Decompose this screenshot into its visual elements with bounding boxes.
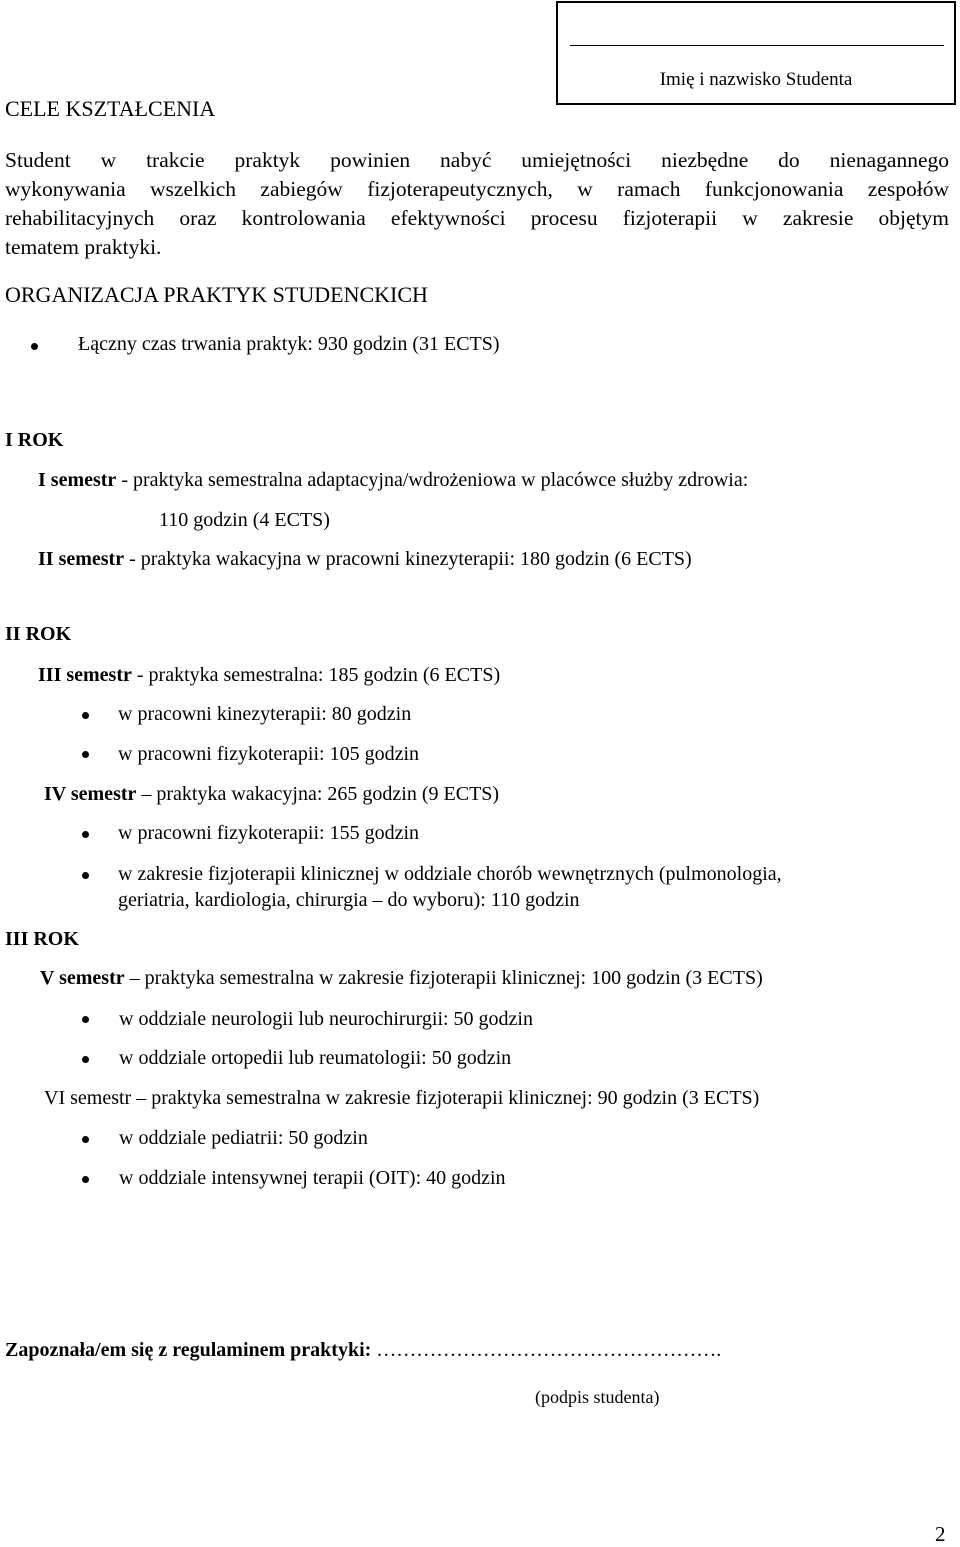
bullet-icon <box>82 872 89 879</box>
page-title: CELE KSZTAŁCENIA <box>5 96 216 121</box>
bullet-icon <box>31 343 38 350</box>
semester-2-row <box>38 548 692 571</box>
list-item: w pracowni fizykoterapii: 105 godzin <box>118 743 420 765</box>
bullet-icon <box>82 1016 89 1023</box>
student-name-line <box>570 45 944 46</box>
semester-1-hours: 110 godzin (4 ECTS) <box>159 509 330 531</box>
semester-3-label: III semestr <box>38 664 132 686</box>
bullet-icon <box>82 1176 89 1183</box>
list-item-continuation: geriatria, kardiologia, chirurgia – do wyboru): 110 godzin <box>118 889 580 911</box>
total-duration: Łączny czas trwania praktyk: 930 godzin (31 ECTS) <box>78 333 500 355</box>
semester-5-text: – praktyka semestralna w zakresie fizjoterapii klinicznej: 100 godzin (3 ECTS) <box>124 967 763 989</box>
semester-4-row <box>44 783 499 806</box>
intro-line: Student w trakcie praktyk powinien nabyć umiejętności niezbędne do nienagannego <box>5 148 949 172</box>
intro-paragraph <box>5 146 949 262</box>
student-name-box <box>556 1 956 105</box>
bullet-icon <box>82 751 89 758</box>
semester-1-label: I semestr <box>38 469 117 491</box>
semester-3-row <box>38 664 500 687</box>
signature-row <box>5 1339 721 1362</box>
organization-heading: ORGANIZACJA PRAKTYK STUDENCKICH <box>5 282 428 307</box>
semester-4-label: IV semestr <box>44 783 137 805</box>
semester-6-row: VI semestr – praktyka semestralna w zakresie fizjoterapii klinicznej: 90 godzin (3 ECTS) <box>44 1087 760 1109</box>
intro-line: wykonywania wszelkich zabiegów fizjoterapeutycznych, w ramach funkcjonowania zespołów <box>5 177 949 201</box>
bullet-icon <box>82 1056 89 1063</box>
semester-2-text: - praktyka wakacyjna w pracowni kinezyterapii: 180 godzin (6 ECTS) <box>124 548 692 570</box>
signature-label: Zapoznała/em się z regulaminem praktyki: <box>5 1339 372 1361</box>
list-item: w pracowni fizykoterapii: 155 godzin <box>118 822 420 844</box>
list-item: w oddziale ortopedii lub reumatologii: 50 godzin <box>119 1047 512 1069</box>
semester-5-row <box>40 967 763 990</box>
bullet-icon <box>82 831 89 838</box>
year-1-heading: I ROK <box>5 429 64 451</box>
page-number: 2 <box>935 1522 946 1546</box>
student-name-label: Imię i nazwisko Studenta <box>659 69 853 90</box>
intro-line: rehabilitacyjnych oraz kontrolowania efektywności procesu fizjoterapii w zakresie objętym <box>5 206 949 230</box>
semester-2-label: II semestr <box>38 548 125 570</box>
list-item: w oddziale intensywnej terapii (OIT): 40 godzin <box>119 1167 506 1189</box>
intro-line: tematem praktyki. <box>5 235 162 259</box>
list-item: w oddziale neurologii lub neurochirurgii: 50 godzin <box>119 1008 533 1030</box>
list-item: w pracowni kinezyterapii: 80 godzin <box>118 703 412 725</box>
semester-1-text: - praktyka semestralna adaptacyjna/wdrożeniowa w placówce służby zdrowia: <box>116 469 749 491</box>
year-2-heading: II ROK <box>5 623 72 645</box>
bullet-icon <box>82 1136 89 1143</box>
semester-5-label: V semestr <box>40 967 125 989</box>
list-item: w oddziale pediatrii: 50 godzin <box>119 1127 368 1149</box>
semester-3-text: - praktyka semestralna: 185 godzin (6 ECTS) <box>131 664 501 686</box>
list-item: w zakresie fizjoterapii klinicznej w oddziale chorób wewnętrznych (pulmonologia, <box>118 863 782 885</box>
signature-line: ……………………………………………. <box>376 1339 722 1361</box>
semester-4-text: – praktyka wakacyjna: 265 godzin (9 ECTS) <box>136 783 500 805</box>
year-3-heading: III ROK <box>5 928 79 950</box>
bullet-icon <box>82 712 89 719</box>
semester-1-row <box>38 469 748 492</box>
signature-caption: (podpis studenta) <box>535 1387 660 1407</box>
